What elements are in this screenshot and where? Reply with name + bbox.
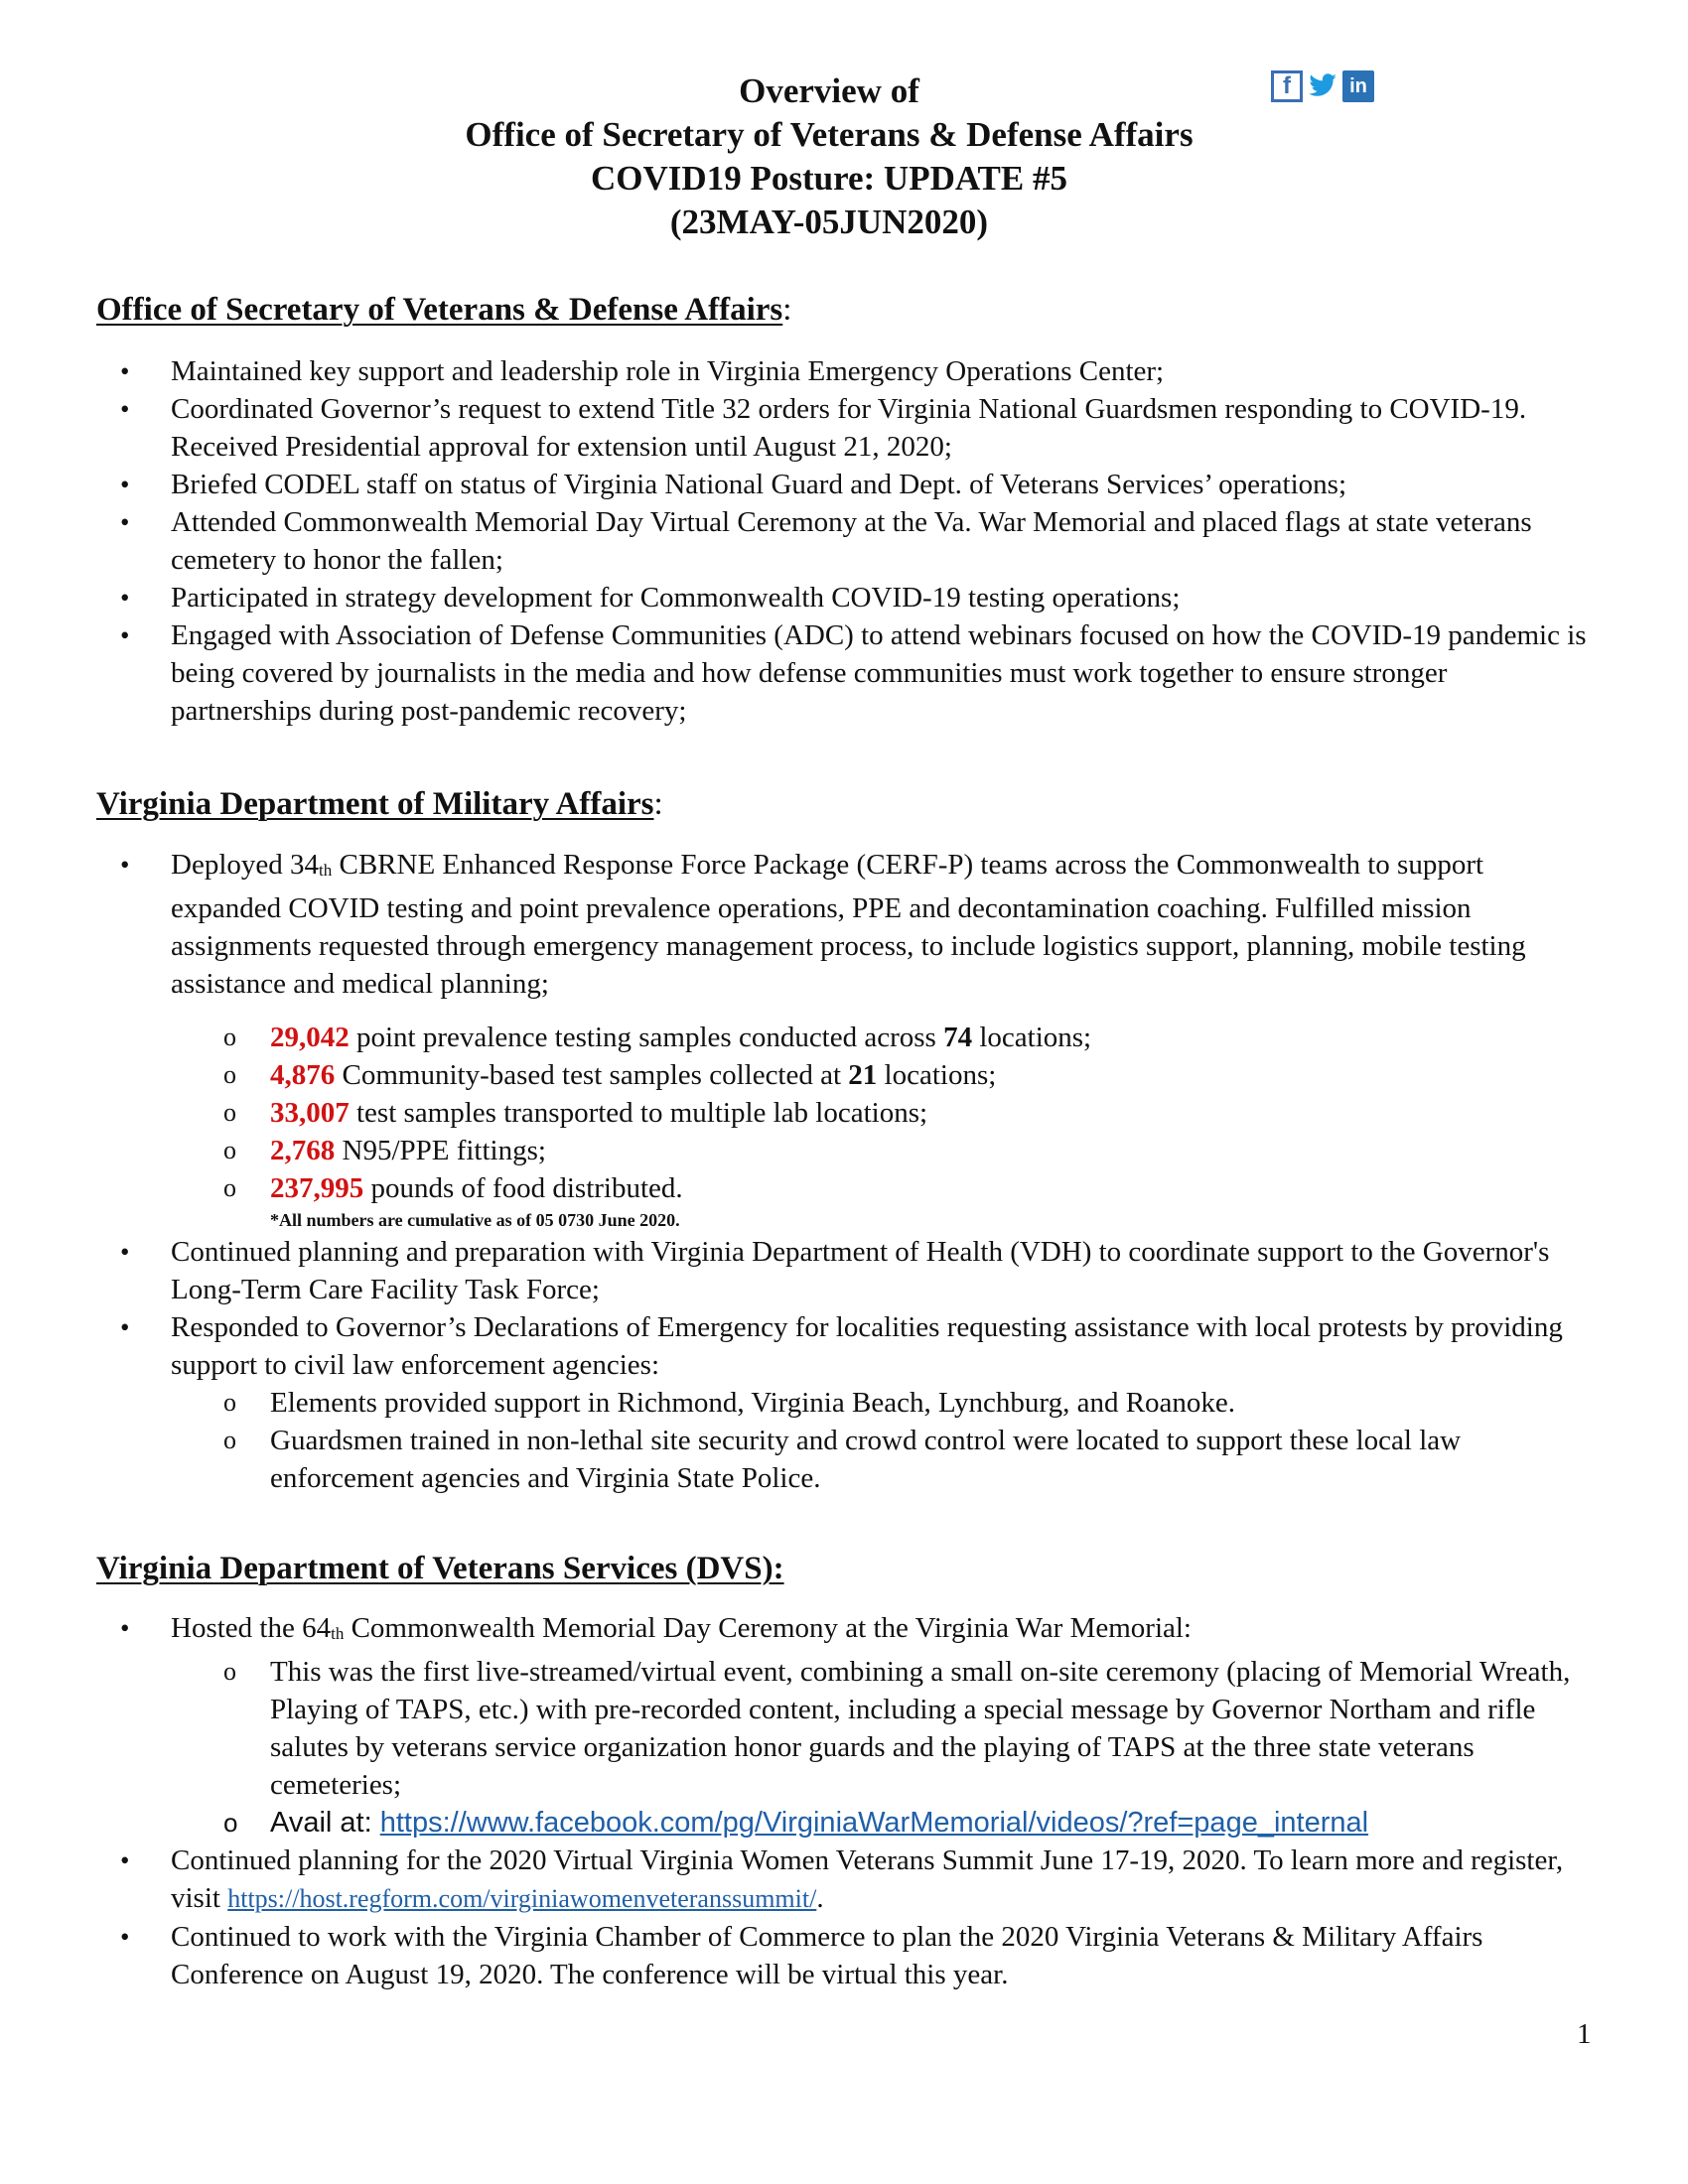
summit-text-end: .	[816, 1882, 824, 1914]
cumulative-note: *All numbers are cumulative as of 05 0730 June 2020.	[270, 1210, 680, 1230]
avail-label: Avail at:	[270, 1807, 380, 1839]
sub-list-item: o Guardsmen trained in non-lethal site security and crowd control were located to support these local law enforcement agencies and Virginia State Police.	[171, 1422, 1589, 1497]
facebook-icon[interactable]: f	[1271, 70, 1303, 102]
section-heading-dma	[96, 784, 663, 824]
list-item	[0, 1842, 1688, 1918]
stat-number: 4,876	[270, 1059, 336, 1091]
stat-item	[171, 1019, 1589, 1056]
twitter-icon[interactable]	[1307, 70, 1338, 102]
list-item: • Participated in strategy development for Commonwealth COVID-19 testing operations;	[0, 579, 1688, 616]
section-heading-dvs-text: Virginia Department of Veterans Services (DVS):	[96, 1551, 784, 1586]
sub-list-item: o This was the first live-streamed/virtual event, combining a small on-site ceremony (placing of Memorial Wreath, Playing of TAPS, etc.) with pre-recorded content, including a special message by Governor Northam and rifle salutes by veterans service organization honor guards and the playing of TAPS at the three state veterans cemeteries;	[171, 1653, 1589, 1804]
dma-bullet-list	[0, 846, 1688, 1497]
list-item: • Engaged with Association of Defense Communities (ADC) to attend webinars focused on how the COVID-19 pandemic is being covered by journalists in the media and how defense communities must work together to ensure stronger partnerships during post-pandemic recovery;	[0, 616, 1688, 730]
section-heading-dma-text: Virginia Department of Military Affairs	[96, 786, 654, 822]
section-heading-osvda-text: Office of Secretary of Veterans & Defense Affairs	[96, 292, 783, 328]
list-item: • Maintained key support and leadership role in Virginia Emergency Operations Center;	[0, 352, 1688, 390]
stat-item	[171, 1169, 1589, 1207]
list-item: • Attended Commonwealth Memorial Day Virtual Ceremony at the Va. War Memorial and placed flags at state veterans cemetery to honor the fallen;	[0, 503, 1688, 579]
ordinal-suffix: th	[331, 1624, 345, 1643]
page-number: 1	[1577, 2018, 1592, 2050]
facebook-video-link[interactable]: https://www.facebook.com/pg/VirginiaWarMemorial/videos/?ref=page_internal	[379, 1807, 1369, 1839]
summit-registration-link[interactable]: https://host.regform.com/virginiawomenveteranssummit/	[227, 1884, 817, 1913]
list-item: • Continued planning and preparation with Virginia Department of Health (VDH) to coordinate support to the Governor's Long-Term Care Facility Task Force;	[0, 1233, 1688, 1308]
list-item: • Coordinated Governor’s request to extend Title 32 orders for Virginia National Guardsmen responding to COVID-19. Received Presidential approval for extension until August 21, 2020;	[0, 390, 1688, 466]
document-title	[0, 69, 1688, 244]
title-line-4: (23MAY-05JUN2020)	[669, 203, 989, 241]
stat-item	[171, 1132, 1589, 1169]
list-item: • Briefed CODEL staff on status of Virginia National Guard and Dept. of Veterans Services’ operations;	[0, 466, 1688, 503]
stat-text: test samples transported to multiple lab locations;	[349, 1097, 928, 1129]
stat-bold: 74	[943, 1022, 973, 1053]
stats-list	[171, 1019, 1589, 1233]
sub-list-item	[171, 1804, 1589, 1842]
dvs-bullet-list	[0, 1609, 1688, 1993]
list-item: • Continued to work with the Virginia Chamber of Commerce to plan the 2020 Virginia Veterans & Military Affairs Conference on August 19, 2020. The conference will be virtual this year.	[0, 1918, 1688, 1993]
social-links	[1271, 69, 1374, 103]
title-line-3: COVID19 Posture: UPDATE #5	[591, 159, 1067, 198]
stat-item	[171, 1094, 1589, 1132]
section-heading-osvda	[96, 290, 791, 330]
section-heading-colon: :	[782, 292, 792, 328]
linkedin-icon[interactable]: in	[1342, 70, 1374, 102]
title-line-1: Overview of	[739, 71, 919, 110]
section-heading-dvs	[96, 1549, 784, 1588]
stat-text: point prevalence testing samples conducted across	[349, 1022, 944, 1053]
stat-item	[171, 1056, 1589, 1094]
stat-text-end: locations;	[972, 1022, 1092, 1053]
deploy-text-pre: Deployed 34	[171, 849, 319, 881]
hosted-text-pre: Hosted the 64	[171, 1612, 332, 1644]
summit-text: Continued planning for the 2020 Virtual Virginia Women Veterans Summit June 17-19, 2020. To learn more and register, visit	[171, 1844, 1564, 1914]
stat-text-end: locations;	[877, 1059, 997, 1091]
ordinal-suffix: th	[319, 861, 333, 880]
protest-bullet-text: Responded to Governor’s Declarations of Emergency for localities requesting assistance with local protests by providing support to civil law enforcement agencies:	[171, 1311, 1563, 1381]
stat-text: Community-based test samples collected at	[335, 1059, 849, 1091]
stat-number: 237,995	[270, 1172, 364, 1204]
hosted-text-post: Commonwealth Memorial Day Ceremony at the Virginia War Memorial:	[344, 1612, 1192, 1644]
list-item	[0, 1609, 1688, 1842]
memorial-sub-list	[171, 1653, 1589, 1842]
sub-list-item: o Elements provided support in Richmond, Virginia Beach, Lynchburg, and Roanoke.	[171, 1384, 1589, 1422]
deploy-text-post: CBRNE Enhanced Response Force Package (CERF-P) teams across the Commonwealth to support expanded COVID testing and point prevalence operations, PPE and decontamination coaching. Fulfilled mission assignments requested through emergency management process, to include logistics support, planning, mobile testing assistance and medical planning;	[171, 849, 1526, 1000]
stat-text: pounds of food distributed.	[363, 1172, 683, 1204]
osvda-bullet-list	[0, 352, 1688, 730]
list-item	[0, 1308, 1688, 1497]
title-line-2: Office of Secretary of Veterans & Defense Affairs	[465, 115, 1194, 154]
stat-number: 33,007	[270, 1097, 350, 1129]
protest-sub-list	[171, 1384, 1589, 1497]
section-heading-colon: :	[653, 786, 663, 822]
stat-text: N95/PPE fittings;	[335, 1135, 546, 1166]
stat-number: 29,042	[270, 1022, 350, 1053]
stat-number: 2,768	[270, 1135, 336, 1166]
stat-bold: 21	[848, 1059, 878, 1091]
list-item	[0, 846, 1688, 1233]
twitter-bird-icon	[1308, 73, 1337, 99]
